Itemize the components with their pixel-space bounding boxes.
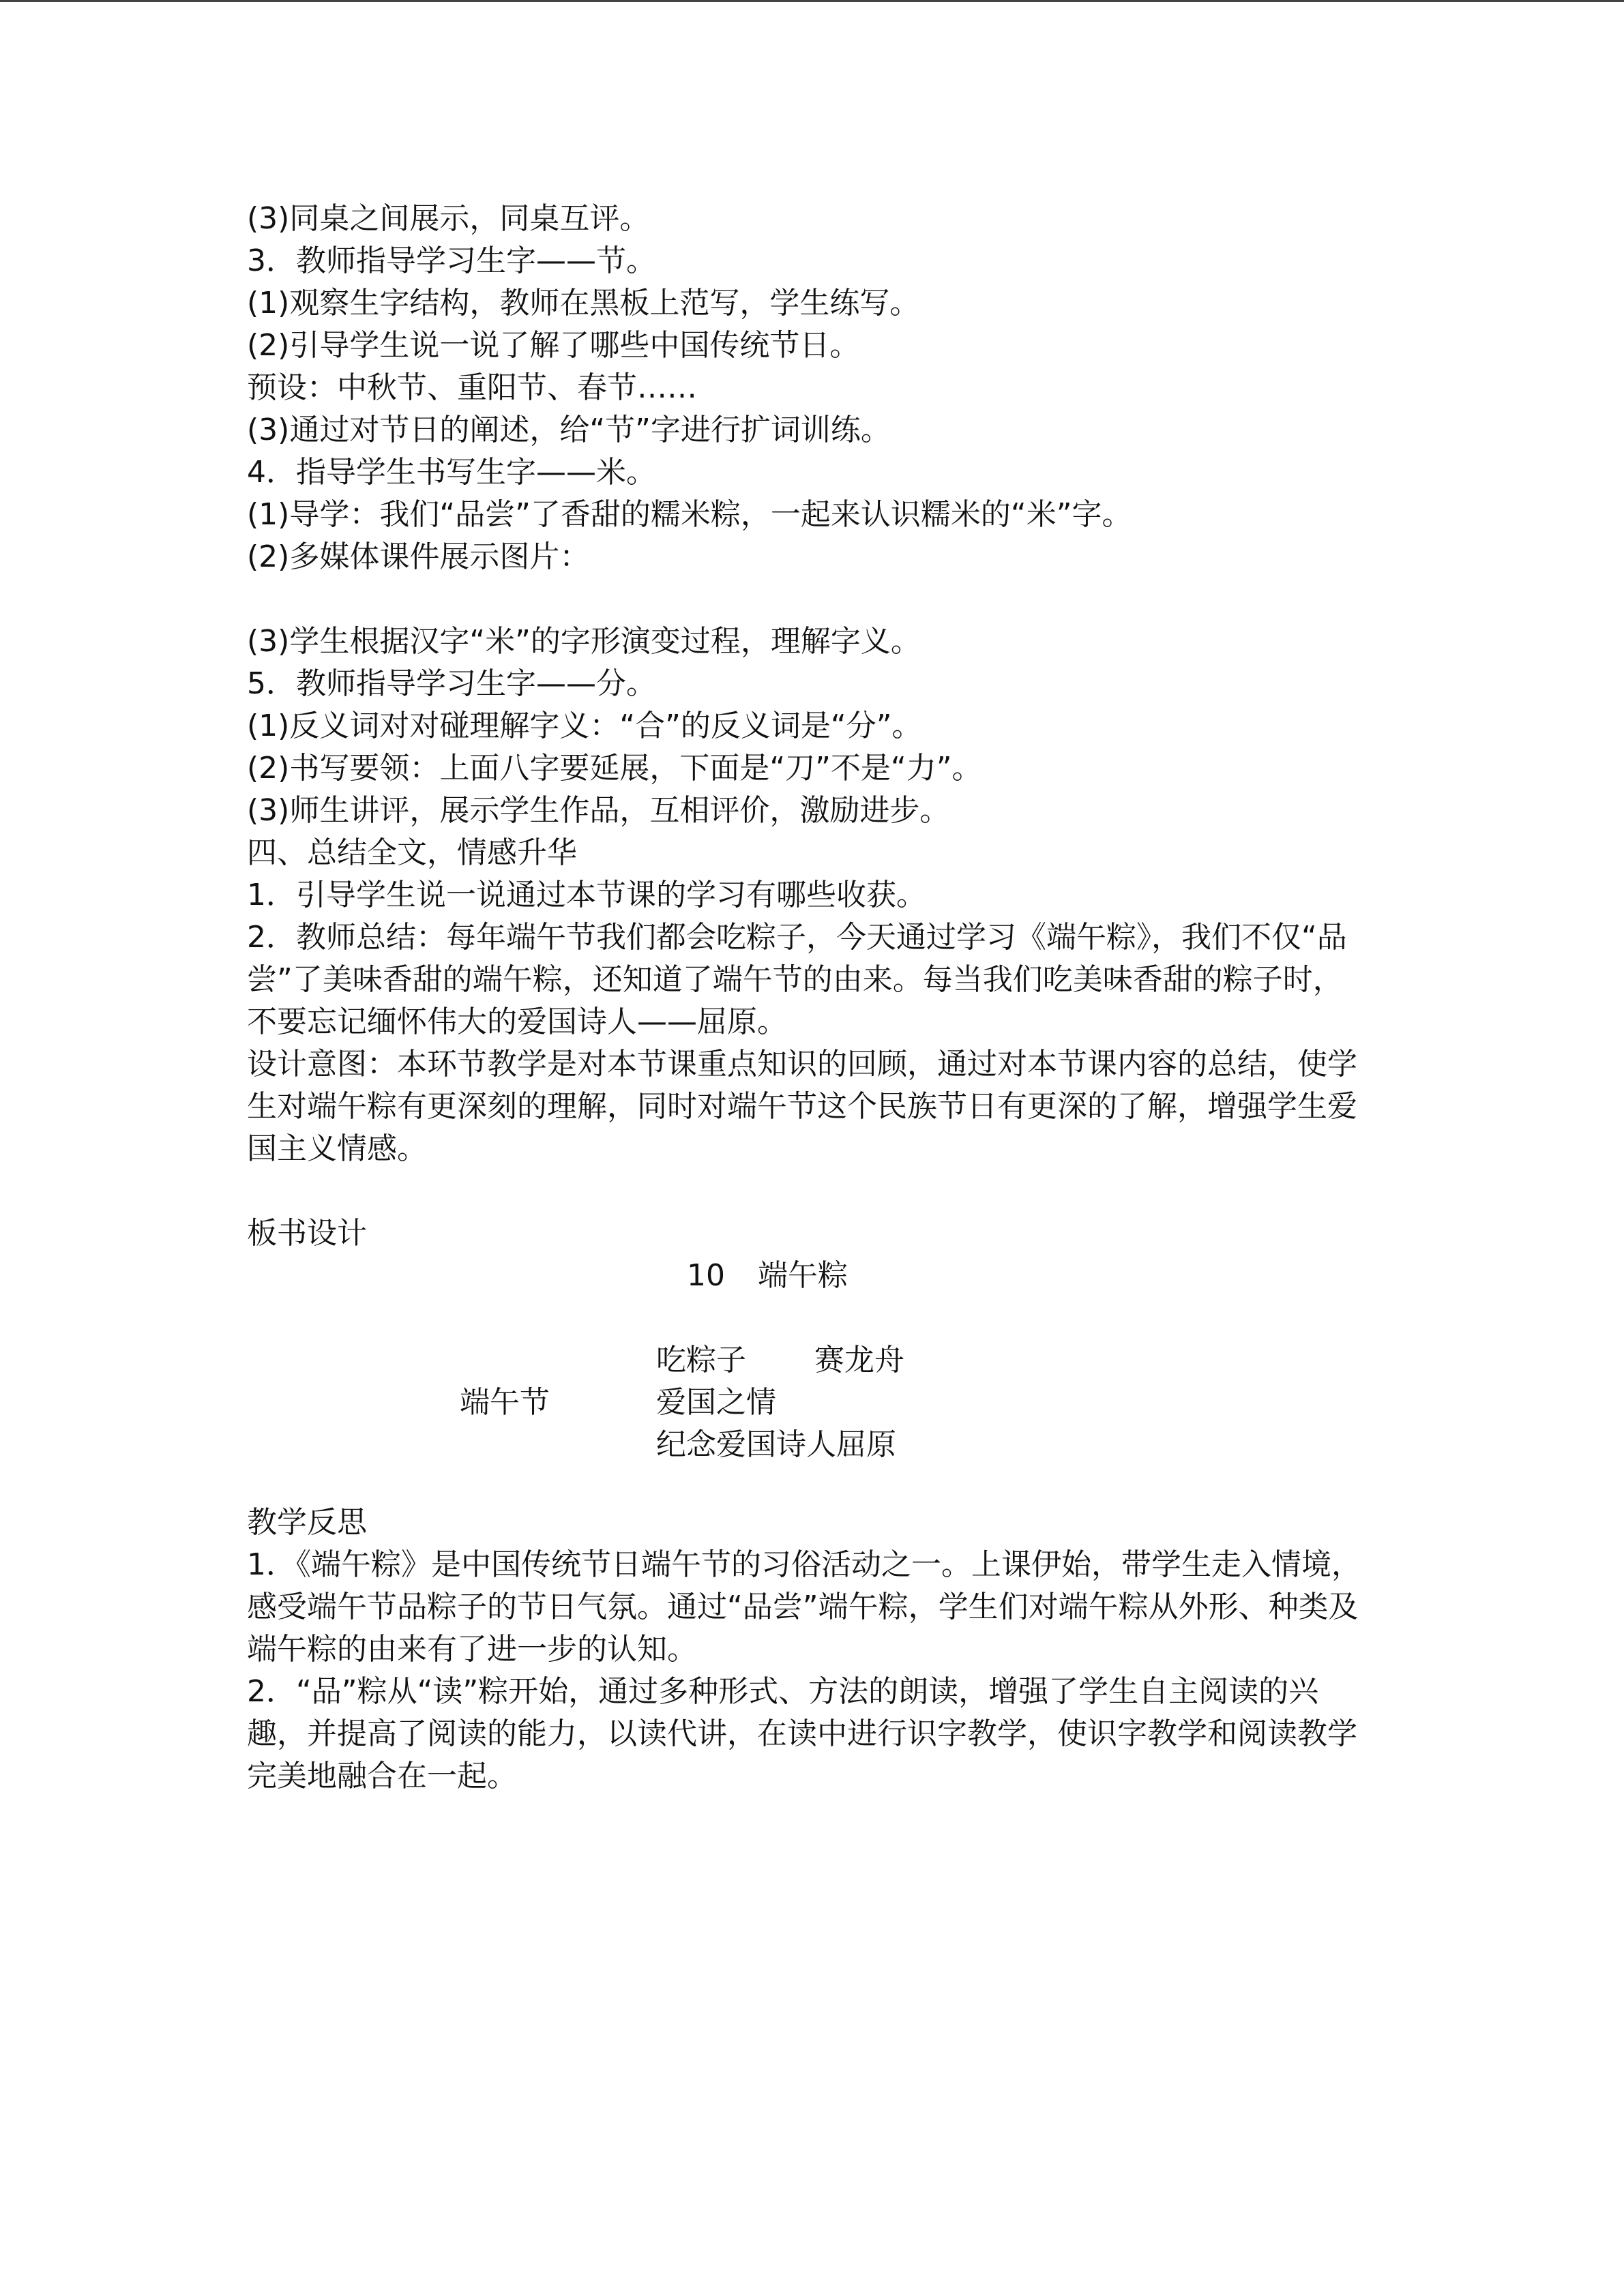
reflection-heading: 教学反思 (247, 1505, 367, 1540)
text-line: (2)书写要领：上面八字要延展，下面是“刀”不是“力”。 (247, 751, 982, 786)
section-heading: 四、总结全文，情感升华 (247, 835, 577, 870)
reflection-paragraph: 2．“品”粽从“读”粽开始，通过多种形式、方法的朗读，增强了学生自主阅读的兴趣，并提高了阅读的能力，以读代讲，在读中进行识字教学，使识字教学和阅读教学完美地融合在一起。 (247, 1674, 1357, 1793)
design-intent-paragraph: 设计意图：本环节教学是对本节课重点知识的回顾，通过对本节课内容的总结，使学生对端午粽有更深刻的理解，同时对端午节这个民族节日有更深的了解，增强学生爱国主义情感。 (247, 1047, 1357, 1166)
board-item: 吃粽子 (656, 1343, 746, 1377)
reflection-paragraph: 1．《端午粽》是中国传统节日端午节的习俗活动之一。上课伊始，带学生走入情境，感受端午节品粽子的节日气氛。通过“品尝”端午粽，学生们对端午粽从外形、种类及端午粽的由来有了进一步的认知。 (247, 1547, 1361, 1667)
lesson-title: 端午粽 (758, 1258, 848, 1293)
text-line: 3．教师指导学习生字——节。 (247, 243, 656, 278)
text-line: (3)通过对节日的阐述，给“节”字进行扩词训练。 (247, 413, 891, 447)
board-item: 纪念爱国诗人屈原 (656, 1427, 896, 1462)
board-title (687, 1255, 848, 1297)
board-item: 赛龙舟 (814, 1343, 904, 1377)
summary-paragraph: 2．教师总结：每年端午节我们都会吃粽子，今天通过学习《端午粽》，我们不仅“品尝”了美味香甜的端午粽，还知道了端午节的由来。每当我们吃美味香甜的粽子时，不要忘记缅怀伟大的爱国诗人——屈原。 (247, 920, 1347, 1039)
text-line: (1)观察生字结构，教师在黑板上范写，学生练写。 (247, 286, 920, 320)
text-line: (1)反义词对对碰理解字义：“合”的反义词是“分”。 (247, 709, 922, 743)
text-line: (3)师生讲评，展示学生作品，互相评价，激励进步。 (247, 793, 950, 828)
text-line: (3)同桌之间展示，同桌互评。 (247, 201, 650, 236)
text-line: 预设：中秋节、重阳节、春节…… (247, 370, 697, 405)
blank-line (247, 578, 1365, 621)
board-row (656, 1339, 904, 1382)
text-line: 5．教师指导学习生字——分。 (247, 666, 656, 701)
board-design (247, 1255, 1365, 1462)
board-design-heading: 板书设计 (247, 1216, 367, 1251)
text-line: (2)引导学生说一说了解了哪些中国传统节日。 (247, 328, 860, 363)
lesson-number: 10 (687, 1258, 725, 1293)
blank-line (247, 1170, 1365, 1212)
text-line: (1)导学：我们“品尝”了香甜的糯米粽，一起来认识糯米的“米”字。 (247, 497, 1132, 532)
text-line: (2)多媒体课件展示图片： (247, 539, 590, 574)
board-center: 端午节 (460, 1385, 550, 1420)
text-line: 4．指导学生书写生字——米。 (247, 455, 656, 490)
text-line: 1．引导学生说一说通过本节课的学习有哪些收获。 (247, 878, 926, 912)
board-item: 爱国之情 (656, 1385, 776, 1420)
page-top-border (0, 0, 1624, 2)
text-line: (3)学生根据汉字“米”的字形演变过程，理解字义。 (247, 624, 921, 659)
document-body (247, 198, 1365, 1798)
